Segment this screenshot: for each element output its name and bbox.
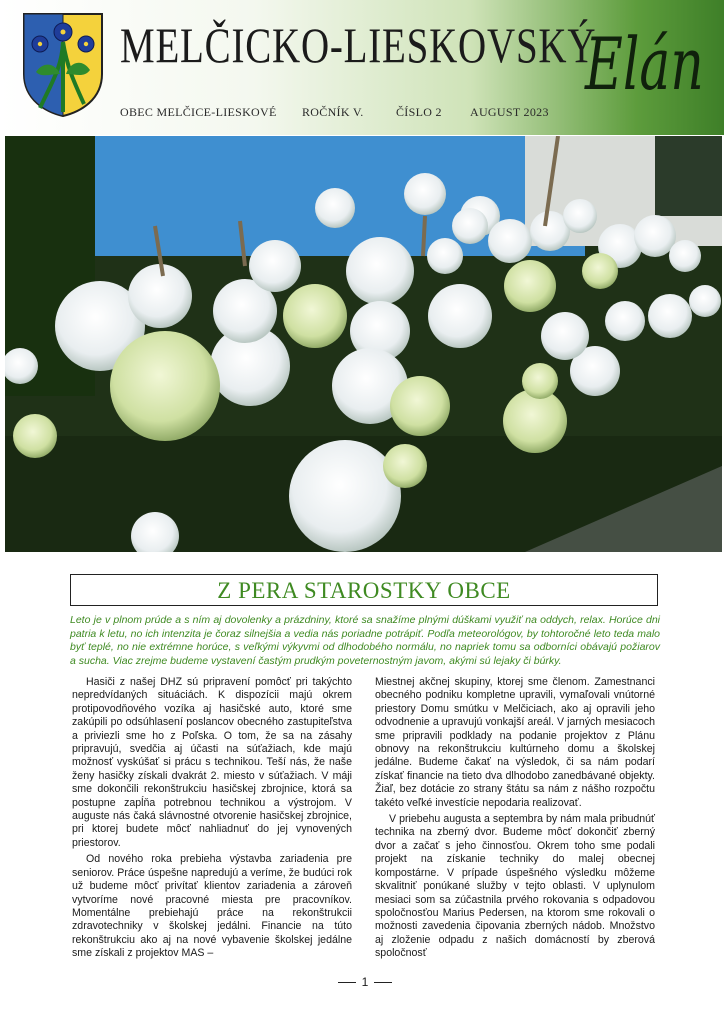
footer-rule <box>338 982 356 983</box>
page-number: 1 <box>361 975 369 989</box>
newsletter-title: MELČICKO-LIESKOVSKÝ <box>120 17 597 73</box>
article-column-left <box>72 676 352 964</box>
municipality-label: OBEC MELČICE-LIESKOVÉ <box>120 105 277 119</box>
section-title: Z PERA STAROSTKY OBCE <box>217 578 511 603</box>
article-paragraph: Od nového roka prebieha výstavba zariadenia pre seniorov. Práce úspešne napredujú a veríme, že budúci rok už budeme môcť privítať klientov zariadenia a zároveň vytvoríme nové pracovné miesta pre pracovníkov. Momentálne prebiehajú práce na rekonštrukcii zdravotechniky v školskej jedálni. Financie na túto rekonštrukciu ako aj na nové vybavenie školskej jedálne sme získali z projektov MAS – <box>72 853 352 960</box>
date-label: AUGUST 2023 <box>470 105 549 119</box>
volume-label: ROČNÍK V. <box>302 105 364 119</box>
hydrangea-photo <box>5 136 722 552</box>
flower-bed-illustration <box>5 136 722 552</box>
article-paragraph: V priebehu augusta a septembra by nám mala pribudnúť technika na zberný dvor. Budeme môcť dokončiť zberný dvor a začať s jeho činnosťou. Okrem toho sme podali projekt na získanie techniky do malej obecnej kompostárne. V prípade úspešného výsledku môžeme skvalitniť ponúkané služby v tejto oblasti. V uplynulom mesiaci som sa zúčastnila prvého rokovania s odpadovou spoločnosťou Marius Pedersen, na ktorom sme rokovali o možnosti zavedenia čipovania zberných nádob. Množstvo aj zloženie odpadu z našich domácností by zberová spoločnosť <box>375 813 655 960</box>
page-footer <box>330 975 400 989</box>
masthead <box>0 0 724 135</box>
article-paragraph: Hasiči z našej DHZ sú pripravení pomôcť pri takýchto nepredvídaných situáciách. K dispozícii majú okrem protipovodňového vozíka aj hasičské auto, ktoré sme zakúpili po odsúhlasení poslancov obecného zastupiteľstva a priviezli sme ho z Poľska. O tom, že sa na zásahy pripravujú, svedčia aj účasti na súťažiach, kde majú možnosť vyskúšať si prácu s technikou. Teší nás, že naše ženy hasičky získali dvakrát 2. miesto v súťažiach. V máji sme dokončili rekonštrukciu hasičskej zbrojnice, ktorá sa postupne zapĺňa potrebnou technikou a výstrojom. V auguste nás čaká slávnostné otvorenie hasičskej zbrojnice, pri ktorej budete môcť nahliadnuť do jej vynovených priestorov. <box>72 676 352 849</box>
article-paragraph: Miestnej akčnej skupiny, ktorej sme členom. Zamestnanci obecného podniku kompletne upravili, vymaľovali vnútorné priestory Domu smútku v Melčiciach, ako aj opravili jeho odvodnenie a upravujú vonkajší areál. V jarných mesiacoch sme pripravili podklady na podanie projektov z Plánu obnovy na rekonštrukciu kultúrneho domu a školskej jedálne. Budeme čakať na výsledok, či sa nám podarí získať financie na tieto dva dlhodobo zanedbávané objekty. Žiaľ, bez dotácie zo strany štátu sa nám z nášho rozpočtu takéto veľké investície nepodaria realizovať. <box>375 676 655 809</box>
issue-label: ČÍSLO 2 <box>396 105 442 119</box>
article-column-right <box>375 676 655 964</box>
newsletter-title-script: Elán <box>585 22 704 106</box>
section-title-box <box>70 574 658 606</box>
intro-paragraph: Leto je v plnom prúde a s ním aj dovolenky a prázdniny, ktoré sa snažíme plnými dúškami využiť na oddych, relax. Horúce dni patria k letu, no ich intenzita je čoraz silnejšia a vedia nás poriadne potrápiť. Podľa meteorológov, by tohtoročné leto teda malo byť teplé, no nie extrémne horúce, s veľkými výkyvmi od dlhodobého normálu, no napriek tomu sa odborníci obávajú požiarov a sucha. Viac zrejme budeme vystavení častým prudkým poveternostným javom, akými sú lejaky či búrky. <box>70 614 660 668</box>
footer-rule <box>374 982 392 983</box>
coat-of-arms-icon <box>22 12 104 118</box>
